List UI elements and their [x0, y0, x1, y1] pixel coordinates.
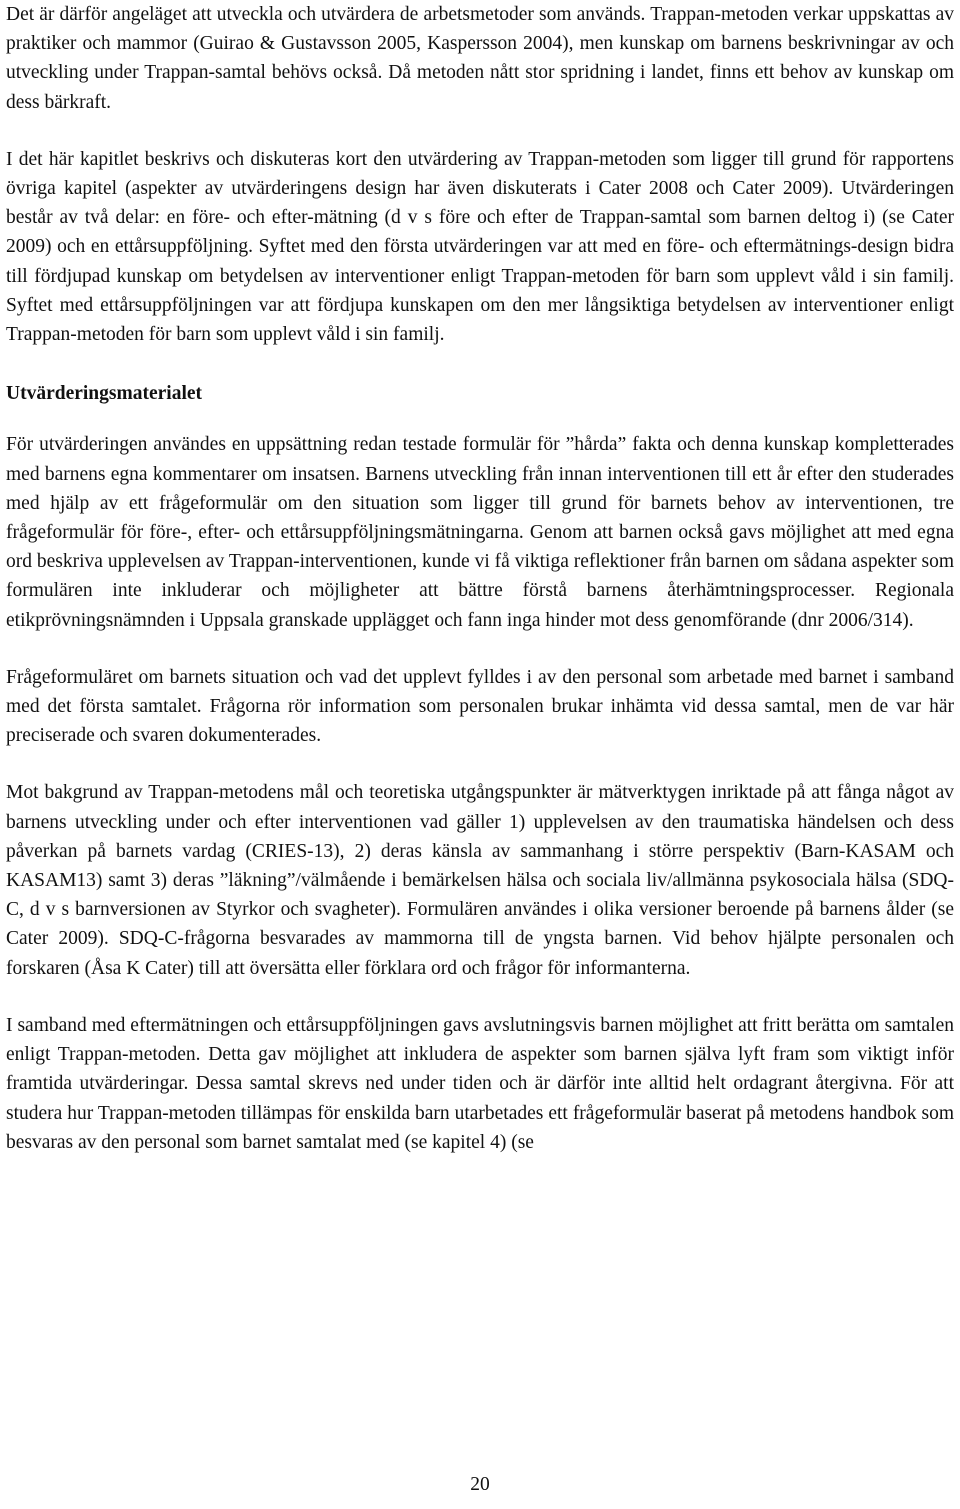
- paragraph-chapter-overview: I det här kapitlet beskrivs och diskuteras kort den utvärdering av Trappan-metoden som ligger till grund för rapportens övriga kapitel (aspekter av utvärderingens design har även diskuterats i Cater 2008 och Cater 2009). Utvärderingen består av två delar: en före- och efter-mätning (d v s före och efter de Trappan-samtal som barnen deltog i) (se Cater 2009) och en ettårsuppföljning. Syftet med den första utvärderingen var att med en före- och eftermätnings-design bidra till fördjupad kunskap om betydelsen av interventioner enligt Trappan-metoden för barn som upplevt våld i sin familj. Syftet med ettårsuppföljningen var att fördjupa kunskapen om den mer långsiktiga betydelsen av interventioner enligt Trappan-metoden för barn som upplevt våld i sin familj.: [6, 148, 954, 346]
- page-number: 20: [470, 1474, 490, 1495]
- paragraph-materials: För utvärderingen användes en uppsättning redan testade formulär för ”hårda” fakta och denna kunskap kompletterades med barnens egna kommentarer om insatsen. Barnens utveckling från innan interventionen till ett år efter den studerades med hjälp av ett frågeformulär om den situation som ligger till grund för barnets behov av interventionen, tre frågeformulär för före-, efter- och ettårsuppföljningsmätningarna. Genom att barnen också gavs möjlighet att med egna ord beskriva upplevelsen av Trappan-interventionen, kunde vi få viktiga reflektioner från barnen om sådana aspekter som formulären inte inkluderar och möjligheter att bättre förstå barnens återhämtningsprocesser. Regionala etikprövningsnämnden i Uppsala granskade upplägget och fann inga hinder mot dess genomförande (dnr 2006/314).: [6, 434, 954, 631]
- section-heading: Utvärderingsmaterialet: [6, 383, 203, 405]
- document-page: [6, 0, 954, 1157]
- paragraph-intro: Det är därför angeläget att utveckla och utvärdera de arbetsmetoder som används. Trappan-metoden verkar uppskattas av praktiker och mammor (Guirao & Gustavsson 2005, Kaspersson 2004), men kunskap om barnens beskrivningar av och utveckling under Trappan-samtal behövs också. Då metoden nått stor spridning i landet, finns ett behov av kunskap om dess bärkraft.: [6, 4, 954, 113]
- paragraph-followup: I samband med eftermätningen och ettårsuppföljningen gavs avslutningsvis barnen möjlighet att fritt berätta om samtalen enligt Trappan-metoden. Detta gav möjlighet att inkludera de aspekter som barnen själva lyft fram som viktigt inför framtida utvärderingar. Dessa samtal skrevs ned under tiden och är därför inte alltid helt ordagrant återgivna. För att studera hur Trappan-metoden tillämpas för enskilda barn utarbetades ett frågeformulär baserat på metodens handbok som besvaras av den personal som barnet samtalat med (se kapitel 4) (se: [6, 1014, 954, 1153]
- paragraph-questionnaire: Frågeformuläret om barnets situation och vad det upplevt fylldes i av den personal som arbetade med barnet i samband med det första samtalet. Frågorna rör information som personalen brukar inhämta vid dessa samtal, men de var här preciserade och svaren dokumenterades.: [6, 666, 954, 747]
- paragraph-instruments: Mot bakgrund av Trappan-metodens mål och teoretiska utgångspunkter är mätverktygen inriktade på att fånga något av barnens utveckling under och efter interventionen vad gäller 1) upplevelsen av den traumatiska händelsen och dess påverkan på barnets vardag (CRIES-13), 2) deras känsla av sammanhang i större perspektiv (Barn-KASAM och KASAM13) samt 3) deras ”läkning”/välmående i bemärkelsen hälsa och sociala liv/allmänna psykosociala hälsa (SDQ-C, d v s barnversionen av Styrkor och svagheter). Formulären användes i olika versioner beroende på barnens ålder (se Cater 2009). SDQ-C-frågorna besvarades av mammorna till de yngsta barnen. Vid behov hjälpte personalen och forskaren (Åsa K Cater) till att översätta eller förklara ord och frågor för informanterna.: [6, 782, 954, 979]
